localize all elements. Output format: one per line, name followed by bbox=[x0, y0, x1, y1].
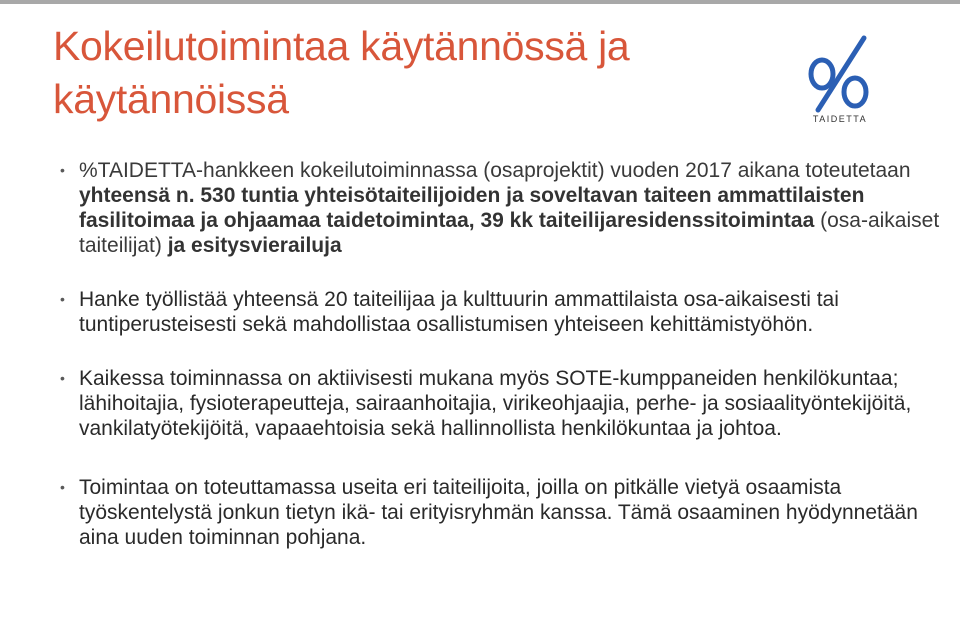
bullet-item-4 bbox=[60, 475, 940, 550]
bullet-item-2 bbox=[60, 287, 940, 337]
bullet-item-3 bbox=[60, 366, 940, 441]
bullet-1-text-b: yhteensä n. 530 tuntia yhteisötaiteilijoiden ja soveltavan taiteen ammattilaisten fasilitoimaa ja ohjaamaa taidetoimintaa, 39 kk taiteilijaresidenssitoimintaa bbox=[79, 184, 865, 232]
bullet-3-text: Kaikessa toiminnassa on aktiivisesti mukana myös SOTE-kumppaneiden henkilökuntaa; lähihoitajia, fysioterapeutteja, sairaanhoitajia, virikeohjaajia, perhe- ja sosiaalityöntekijöitä, vankilatyötekijöitä, vapaaehtoisia sekä hallinnollista henkilökuntaa ja johtoa. bbox=[79, 367, 912, 440]
top-border bbox=[0, 0, 960, 4]
bullet-item-1 bbox=[60, 158, 940, 258]
bullet-1-text-a: %TAIDETTA-hankkeen kokeilutoiminnassa (osaprojektit) vuoden 2017 aikana toteutetaan bbox=[79, 159, 911, 182]
slide-title bbox=[53, 20, 753, 126]
slide-title-line-2: käytännöissä bbox=[53, 76, 289, 122]
bullet-marker: • bbox=[60, 162, 65, 178]
bullet-2-text: Hanke työllistää yhteensä 20 taiteilijaa ja kulttuurin ammattilaista osa-aikaisesti tai tuntiperusteisesti sekä mahdollistaa osallistumisen yhteiseen kehittämistyöhön. bbox=[79, 288, 839, 336]
percent-logo-icon bbox=[800, 30, 880, 114]
bullet-4-text: Toimintaa on toteuttamassa useita eri taiteilijoita, joilla on pitkälle vietyä osaamista työskentelystä jonkun tietyn ikä- tai erityisryhmän kanssa. Tämä osaaminen hyödynnetään aina uuden toiminnan pohjana. bbox=[79, 476, 918, 549]
bullet-marker: • bbox=[60, 479, 65, 495]
bullet-1-text-c: (osa-aikaiset taiteilijat) bbox=[79, 209, 940, 257]
logo-wordmark: TAIDETTA bbox=[812, 114, 868, 124]
slide-title-line-1: Kokeilutoimintaa käytännössä ja bbox=[53, 23, 630, 69]
taidetta-logo bbox=[800, 30, 880, 126]
bullet-marker: • bbox=[60, 291, 65, 307]
bullet-1-text-d: ja esitysvierailuja bbox=[167, 234, 342, 257]
bullet-list bbox=[60, 158, 940, 550]
bullet-marker: • bbox=[60, 370, 65, 386]
